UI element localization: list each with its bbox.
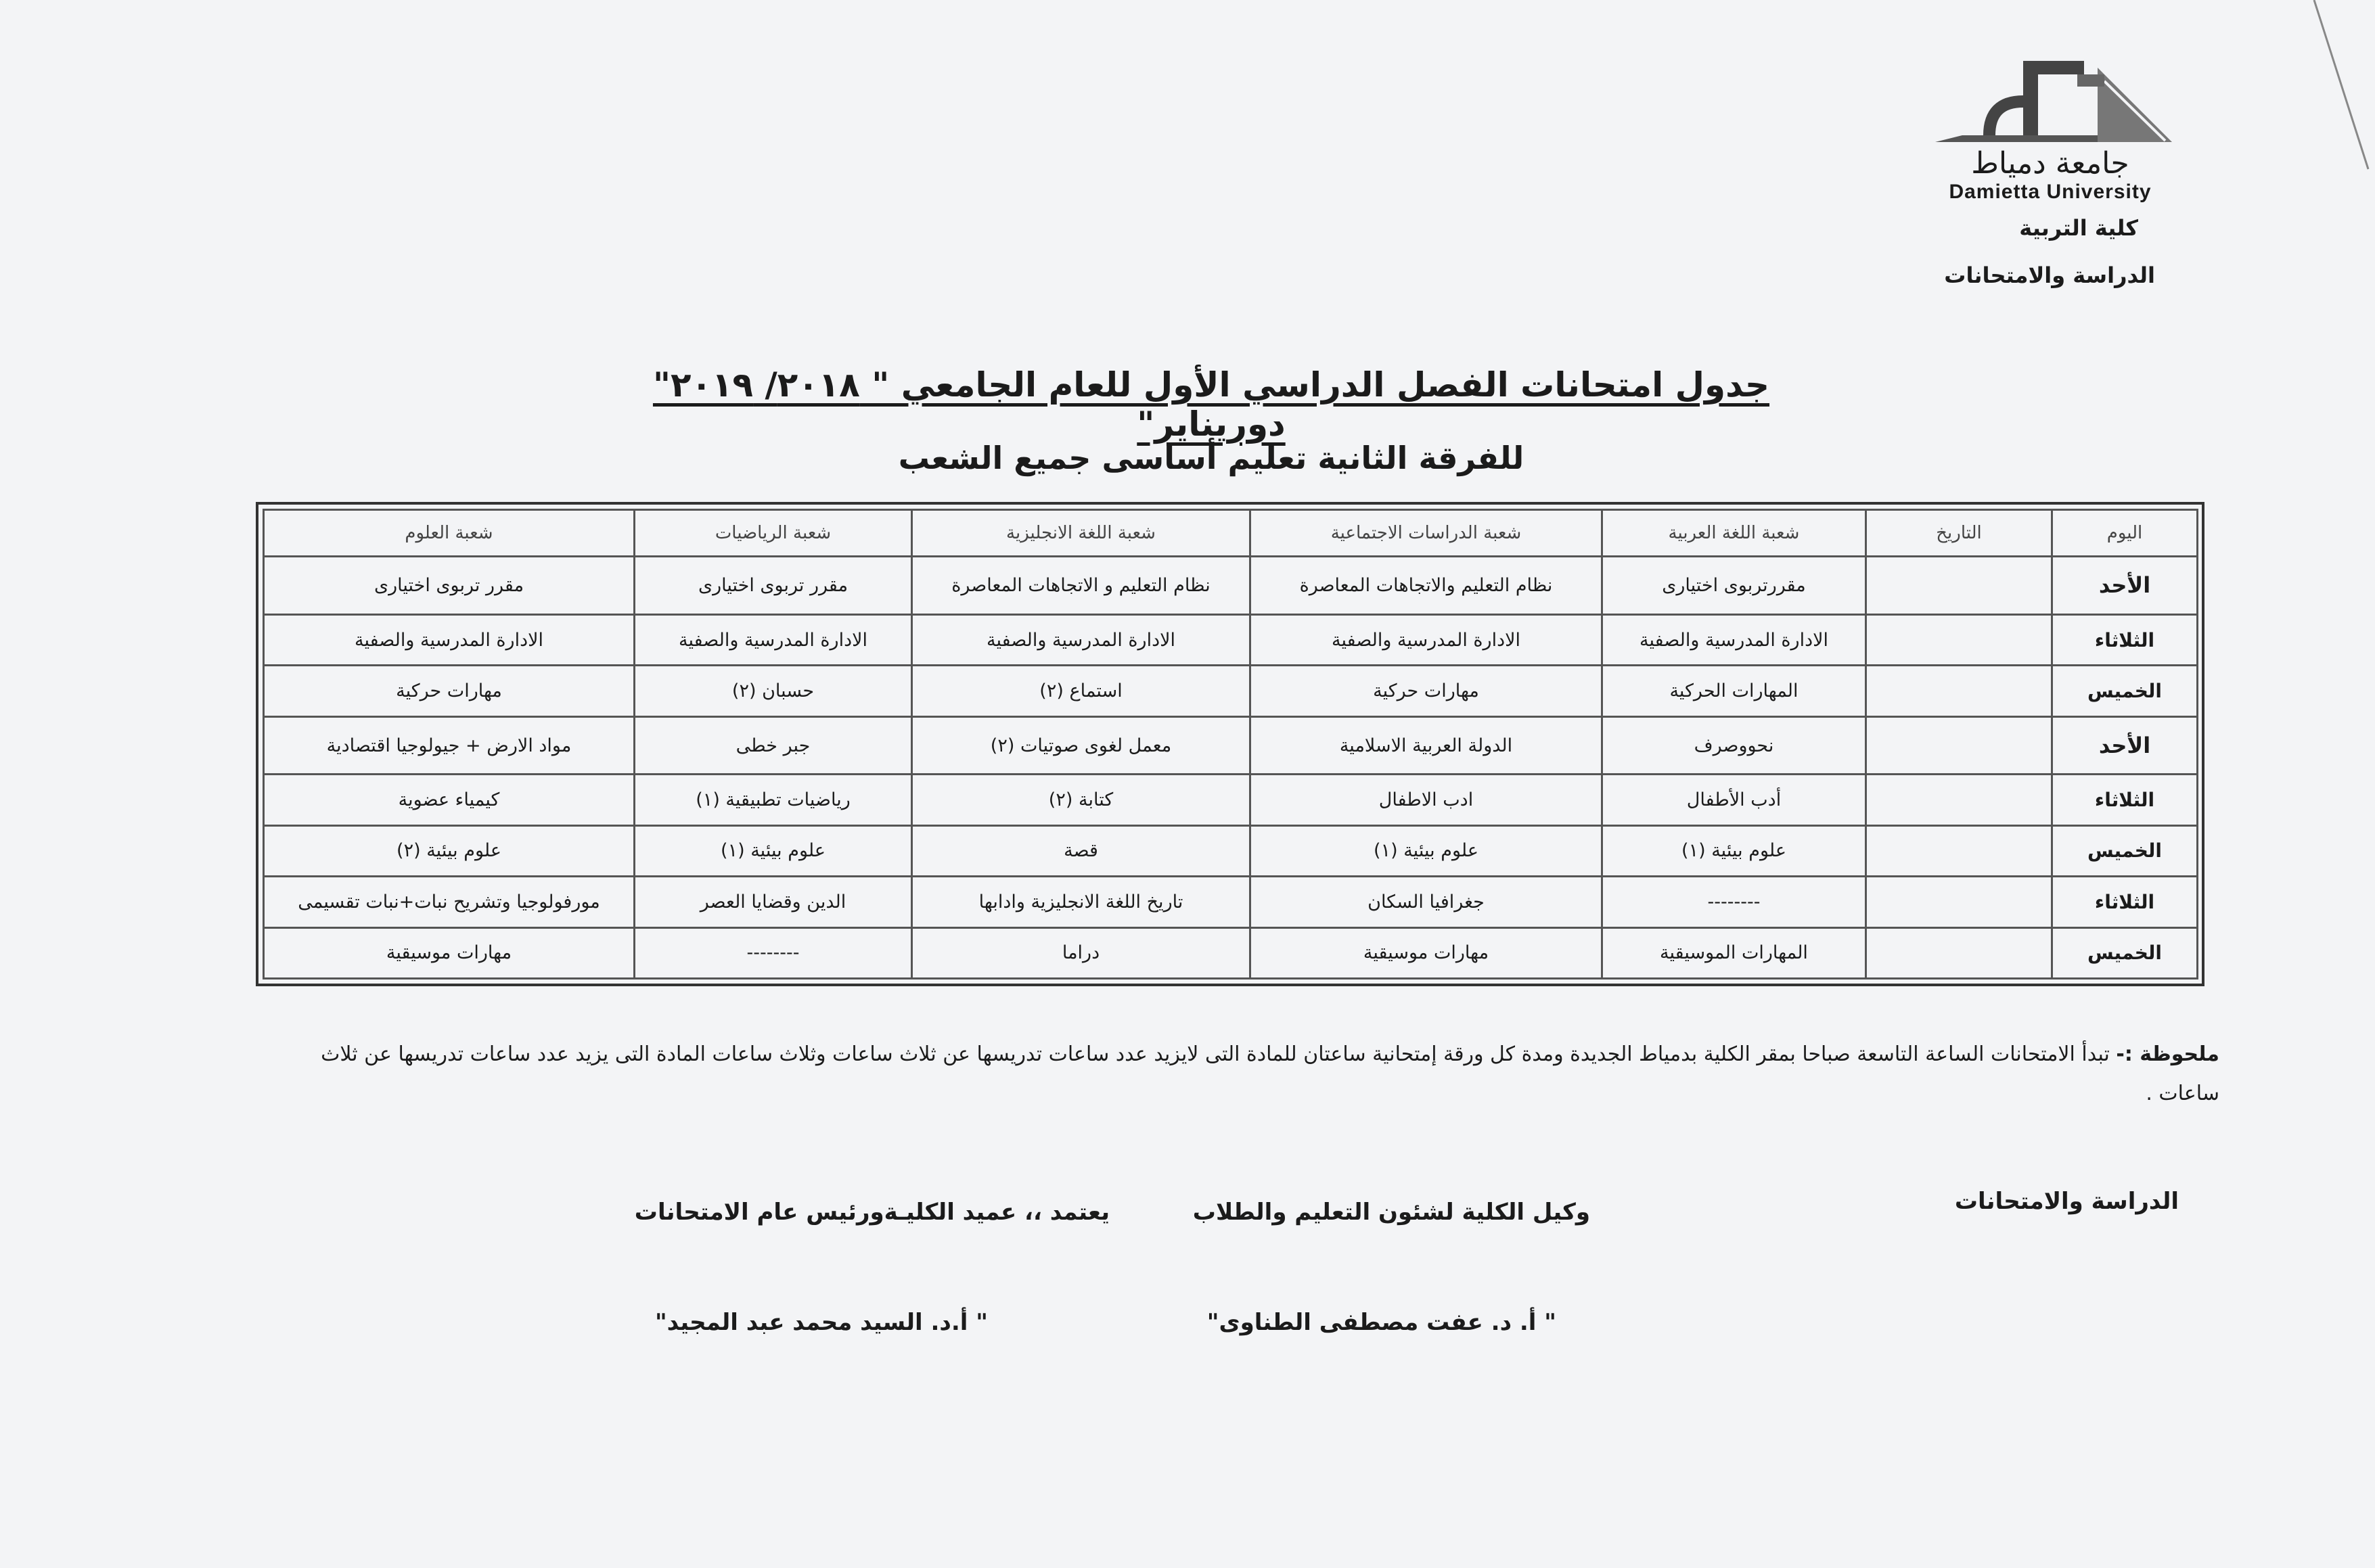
table-cell: مهارات موسيقية	[264, 927, 635, 978]
table-row	[264, 557, 2198, 615]
table-cell: الادارة المدرسية والصفية	[264, 614, 635, 665]
row-date	[1866, 716, 2052, 775]
table-cell: الادارة المدرسية والصفية	[1250, 614, 1602, 665]
table-row	[264, 825, 2198, 876]
header-science: شعبة العلوم	[264, 510, 635, 557]
table-cell: علوم بيئية (١)	[635, 825, 912, 876]
scan-edge-line	[2294, 0, 2375, 176]
row-day: الأحد	[2052, 716, 2198, 775]
row-date	[1866, 825, 2052, 876]
university-name-arabic: جامعة دمياط	[1971, 146, 2129, 181]
signature-vice-dean-name: " أ. د. عفت مصطفى الطناوى"	[1206, 1309, 1556, 1336]
table-cell: نظام التعليم و الاتجاهات المعاصرة	[912, 557, 1250, 615]
table-cell: حسبان (٢)	[635, 666, 912, 716]
faculty-name: كلية التربية	[2019, 215, 2138, 241]
table-cell: مهارات حركية	[1250, 666, 1602, 716]
table-cell: الدين وقضايا العصر	[635, 877, 912, 927]
table-cell: رياضيات تطبيقية (١)	[635, 775, 912, 825]
table-cell: مهارات حركية	[264, 666, 635, 716]
signature-dept-title: الدراسة والامتحانات	[1954, 1188, 2179, 1215]
table-cell: تاريخ اللغة الانجليزية وادابها	[912, 877, 1250, 927]
table-cell: مورفولوجيا وتشريح نبات+نبات تقسيمى	[264, 877, 635, 927]
row-day: الخميس	[2052, 825, 2198, 876]
signature-dean-title: يعتمد ،، عميد الكليـةورئيس عام الامتحانات	[634, 1199, 1110, 1226]
row-day: الثلاثاء	[2052, 775, 2198, 825]
table-row	[264, 614, 2198, 665]
table-cell: علوم بيئية (٢)	[264, 825, 635, 876]
header-math: شعبة الرياضيات	[635, 510, 912, 557]
table-cell: --------	[1602, 877, 1866, 927]
table-cell: قصة	[912, 825, 1250, 876]
table-cell: جغرافيا السكان	[1250, 877, 1602, 927]
header-day: اليوم	[2052, 510, 2198, 557]
header-social-studies: شعبة الدراسات الاجتماعية	[1250, 510, 1602, 557]
table-cell: الدولة العربية الاسلامية	[1250, 716, 1602, 775]
table-row	[264, 716, 2198, 775]
row-date	[1866, 877, 2052, 927]
row-day: الخميس	[2052, 666, 2198, 716]
header-arabic: شعبة اللغة العربية	[1602, 510, 1866, 557]
table-cell: مواد الارض + جيولوجيا اقتصادية	[264, 716, 635, 775]
table-row	[264, 877, 2198, 927]
table-cell: دراما	[912, 927, 1250, 978]
table-cell: كيمياء عضوية	[264, 775, 635, 825]
table-header-row	[264, 510, 2198, 557]
header-english: شعبة اللغة الانجليزية	[912, 510, 1250, 557]
table-row	[264, 666, 2198, 716]
university-logo-icon	[1922, 54, 2179, 149]
row-date	[1866, 666, 2052, 716]
row-day: الأحد	[2052, 557, 2198, 615]
table-cell: أدب الأطفال	[1602, 775, 1866, 825]
university-name-english: Damietta University	[1949, 181, 2152, 203]
signature-dean-name: " أ.د. السيد محمد عبد المجيد"	[654, 1309, 988, 1336]
row-day: الخميس	[2052, 927, 2198, 978]
signature-vice-dean-title: وكيل الكلية لشئون التعليم والطلاب	[1192, 1199, 1590, 1226]
document-title: جدول امتحانات الفصل الدراسي الأول للعام الجامعي " ٢٠١٨/ ٢٠١٩" دوريناير"	[652, 365, 1770, 444]
row-date	[1866, 557, 2052, 615]
exam-note	[311, 1035, 2219, 1113]
table-cell: مقررتربوى اختيارى	[1602, 557, 1866, 615]
row-day: الثلاثاء	[2052, 877, 2198, 927]
table-row	[264, 927, 2198, 978]
table-cell: الادارة المدرسية والصفية	[912, 614, 1250, 665]
row-date	[1866, 927, 2052, 978]
table-cell: مقرر تربوى اختيارى	[264, 557, 635, 615]
header-date: التاريخ	[1866, 510, 2052, 557]
row-date	[1866, 614, 2052, 665]
table-cell: المهارات الموسيقية	[1602, 927, 1866, 978]
table-cell: المهارات الحركية	[1602, 666, 1866, 716]
exam-schedule-table	[263, 509, 2198, 979]
table-row	[264, 775, 2198, 825]
table-cell: مهارات موسيقية	[1250, 927, 1602, 978]
table-cell: --------	[635, 927, 912, 978]
schedule-table-frame	[256, 502, 2204, 986]
table-cell: الادارة المدرسية والصفية	[1602, 614, 1866, 665]
table-cell: الادارة المدرسية والصفية	[635, 614, 912, 665]
table-cell: نظام التعليم والاتجاهات المعاصرة	[1250, 557, 1602, 615]
university-logo-block	[1908, 54, 2192, 204]
document-subtitle: للفرقة الثانية تعليم أساسى جميع الشعب	[898, 440, 1524, 476]
table-cell: جبر خطى	[635, 716, 912, 775]
table-cell: علوم بيئية (١)	[1250, 825, 1602, 876]
table-cell: استماع (٢)	[912, 666, 1250, 716]
table-cell: مقرر تربوى اختيارى	[635, 557, 912, 615]
department-name: الدراسة والامتحانات	[1944, 262, 2155, 288]
table-cell: ادب الاطفال	[1250, 775, 1602, 825]
table-cell: نحووصرف	[1602, 716, 1866, 775]
table-cell: معمل لغوى صوتيات (٢)	[912, 716, 1250, 775]
table-cell: علوم بيئية (١)	[1602, 825, 1866, 876]
table-cell: كتابة (٢)	[912, 775, 1250, 825]
row-day: الثلاثاء	[2052, 614, 2198, 665]
note-label: ملحوظة :-	[2116, 1042, 2219, 1066]
row-date	[1866, 775, 2052, 825]
note-text: تبدأ الامتحانات الساعة التاسعة صباحا بمقر الكلية بدمياط الجديدة ومدة كل ورقة إمتحانية ساعتان للمادة التى لايزيد عدد ساعات تدريسها عن ثلاث ساعات وثلاث ساعات المادة التى يزيد عدد ساعات تدريسها عن ثلاث ساعات .	[321, 1042, 2219, 1105]
